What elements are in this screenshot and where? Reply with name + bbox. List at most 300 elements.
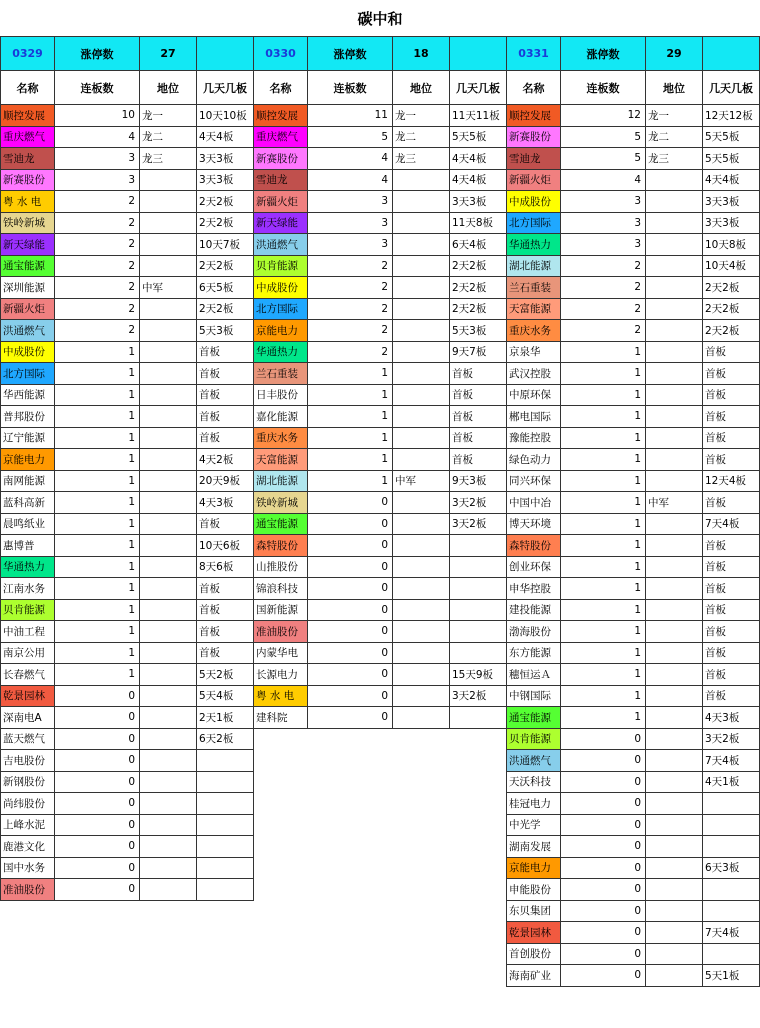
table-row (254, 578, 507, 600)
header-row-date (254, 37, 507, 71)
stock-name-cell: 重庆水务 (507, 320, 561, 342)
table-row (507, 255, 760, 277)
position-cell (140, 707, 197, 729)
stock-name-cell: 中成股份 (1, 341, 55, 363)
stock-name-cell: 新赛股份 (254, 148, 308, 170)
table-row (507, 277, 760, 299)
position-cell (393, 341, 450, 363)
position-cell: 龙一 (393, 105, 450, 127)
stock-name-cell: 绿色动力 (507, 449, 561, 471)
position-cell (393, 212, 450, 234)
table-row (1, 255, 254, 277)
position-cell (393, 169, 450, 191)
position-cell (393, 556, 450, 578)
stock-name-cell: 湖北能源 (507, 255, 561, 277)
lianban-cell: 1 (55, 513, 140, 535)
days-cell: 首板 (450, 427, 507, 449)
days-cell: 5天5板 (703, 126, 760, 148)
position-cell (140, 298, 197, 320)
stock-name-cell: 深圳能源 (1, 277, 55, 299)
days-cell: 首板 (703, 578, 760, 600)
days-cell: 2天2板 (703, 298, 760, 320)
lianban-cell: 0 (55, 750, 140, 772)
days-cell: 12天12板 (703, 105, 760, 127)
days-cell: 首板 (703, 621, 760, 643)
position-cell (646, 857, 703, 879)
position-cell (646, 814, 703, 836)
days-cell (450, 642, 507, 664)
position-cell (140, 621, 197, 643)
days-cell (450, 599, 507, 621)
stock-name-cell: 郴电国际 (507, 406, 561, 428)
position-cell (646, 255, 703, 277)
days-cell: 首板 (197, 341, 254, 363)
table-row (507, 234, 760, 256)
position-cell (646, 793, 703, 815)
col-header-name: 名称 (1, 71, 55, 105)
table-row (254, 492, 507, 514)
position-cell (393, 685, 450, 707)
lianban-cell: 12 (561, 105, 646, 127)
table-row (1, 556, 254, 578)
stock-name-cell: 铁岭新城 (254, 492, 308, 514)
stock-name-cell: 蓝天燃气 (1, 728, 55, 750)
position-cell (140, 449, 197, 471)
table-row (1, 857, 254, 879)
lianban-cell: 11 (308, 105, 393, 127)
col-header-position: 地位 (646, 71, 703, 105)
table-row (254, 363, 507, 385)
position-cell (646, 513, 703, 535)
position-cell (140, 470, 197, 492)
table-row (507, 513, 760, 535)
lianban-cell: 10 (55, 105, 140, 127)
lianban-cell: 1 (561, 664, 646, 686)
table-row (507, 578, 760, 600)
position-cell (646, 556, 703, 578)
stock-name-cell: 中油工程 (1, 621, 55, 643)
table-row (507, 621, 760, 643)
stock-name-cell: 新疆火炬 (1, 298, 55, 320)
stock-name-cell: 京泉华 (507, 341, 561, 363)
position-cell (646, 363, 703, 385)
position-cell (646, 879, 703, 901)
position-cell (646, 599, 703, 621)
stock-name-cell: 准油股份 (1, 879, 55, 901)
lianban-cell: 1 (308, 406, 393, 428)
lianban-cell: 1 (561, 535, 646, 557)
position-cell (140, 578, 197, 600)
lianban-cell: 1 (55, 449, 140, 471)
table-row (254, 406, 507, 428)
lianban-cell: 2 (55, 277, 140, 299)
table-row (1, 642, 254, 664)
position-cell: 龙二 (140, 126, 197, 148)
lianban-cell: 1 (55, 341, 140, 363)
lianban-cell: 3 (561, 212, 646, 234)
lianban-cell: 2 (308, 298, 393, 320)
stock-name-cell: 天富能源 (254, 449, 308, 471)
days-cell: 首板 (197, 384, 254, 406)
days-cell: 10天8板 (703, 234, 760, 256)
lianban-cell: 0 (55, 857, 140, 879)
position-cell (393, 492, 450, 514)
days-cell: 3天2板 (450, 685, 507, 707)
days-cell: 首板 (197, 406, 254, 428)
stock-name-cell: 粤 水 电 (254, 685, 308, 707)
position-cell (393, 384, 450, 406)
stock-name-cell: 京能电力 (254, 320, 308, 342)
table-row (507, 836, 760, 858)
days-cell: 2天2板 (197, 212, 254, 234)
lianban-cell: 2 (55, 255, 140, 277)
lianban-cell: 1 (308, 363, 393, 385)
stock-name-cell: 建科院 (254, 707, 308, 729)
days-cell: 4天3板 (703, 707, 760, 729)
table-row (1, 148, 254, 170)
col-header-position: 地位 (393, 71, 450, 105)
position-cell (140, 771, 197, 793)
table-row (254, 535, 507, 557)
lianban-cell: 1 (561, 685, 646, 707)
lianban-cell: 0 (308, 664, 393, 686)
lianban-cell: 1 (55, 599, 140, 621)
lianban-cell: 0 (308, 513, 393, 535)
position-cell (646, 212, 703, 234)
position-cell: 龙二 (646, 126, 703, 148)
position-cell (646, 621, 703, 643)
stock-name-cell: 渤海股份 (507, 621, 561, 643)
stock-name-cell: 顺控发展 (1, 105, 55, 127)
table-row (1, 470, 254, 492)
lianban-cell: 1 (55, 384, 140, 406)
lianban-cell: 0 (308, 642, 393, 664)
position-cell (646, 320, 703, 342)
days-cell (197, 879, 254, 901)
position-cell: 龙一 (646, 105, 703, 127)
days-cell: 2天2板 (450, 277, 507, 299)
days-cell (703, 943, 760, 965)
days-cell: 3天3板 (197, 148, 254, 170)
stock-name-cell: 中国中冶 (507, 492, 561, 514)
table-row (507, 105, 760, 127)
position-cell (393, 578, 450, 600)
position-cell (646, 535, 703, 557)
position-cell (646, 922, 703, 944)
stock-name-cell: 华通热力 (1, 556, 55, 578)
stock-name-cell: 贝肯能源 (507, 728, 561, 750)
position-cell (393, 599, 450, 621)
days-cell: 4天1板 (703, 771, 760, 793)
stock-name-cell: 顺控发展 (254, 105, 308, 127)
count-value: 18 (393, 37, 450, 71)
position-cell (393, 535, 450, 557)
stock-name-cell: 东贝集团 (507, 900, 561, 922)
stock-name-cell: 吉电股份 (1, 750, 55, 772)
table-row (507, 556, 760, 578)
days-cell (703, 836, 760, 858)
lianban-cell: 0 (55, 685, 140, 707)
position-cell (646, 191, 703, 213)
days-cell (703, 814, 760, 836)
lianban-cell: 0 (308, 707, 393, 729)
col-header-days: 几天几板 (197, 71, 254, 105)
position-cell (393, 707, 450, 729)
col-header-name: 名称 (254, 71, 308, 105)
position-cell (646, 685, 703, 707)
days-cell (197, 771, 254, 793)
stock-name-cell: 兰石重装 (507, 277, 561, 299)
stock-name-cell: 森特股份 (254, 535, 308, 557)
lianban-cell: 2 (55, 212, 140, 234)
header-row-date (507, 37, 760, 71)
position-cell (140, 341, 197, 363)
position-cell (140, 427, 197, 449)
stock-name-cell: 雪迪龙 (254, 169, 308, 191)
position-cell: 龙三 (646, 148, 703, 170)
date-cell: 0331 (507, 37, 561, 71)
position-cell (140, 363, 197, 385)
col-header-days: 几天几板 (450, 71, 507, 105)
stock-name-cell: 湖北能源 (254, 470, 308, 492)
lianban-cell: 4 (308, 169, 393, 191)
days-cell: 5天3板 (450, 320, 507, 342)
table-row (507, 857, 760, 879)
lianban-cell: 1 (561, 427, 646, 449)
table-row (507, 599, 760, 621)
table-row (507, 320, 760, 342)
days-cell: 首板 (197, 363, 254, 385)
days-cell: 6天2板 (197, 728, 254, 750)
days-cell: 首板 (450, 449, 507, 471)
col-header-lianban: 连板数 (55, 71, 140, 105)
lianban-cell: 0 (55, 879, 140, 901)
table-row (254, 126, 507, 148)
position-cell (140, 513, 197, 535)
table-row (507, 707, 760, 729)
position-cell (393, 621, 450, 643)
days-cell: 首板 (197, 599, 254, 621)
position-cell (646, 341, 703, 363)
position-cell: 龙一 (140, 105, 197, 127)
days-cell: 10天6板 (197, 535, 254, 557)
lianban-cell: 3 (561, 234, 646, 256)
table-row (1, 771, 254, 793)
table-row (1, 341, 254, 363)
stock-name-cell: 贝肯能源 (254, 255, 308, 277)
days-cell (703, 793, 760, 815)
days-cell: 20天9板 (197, 470, 254, 492)
stock-name-cell: 首创股份 (507, 943, 561, 965)
lianban-cell: 1 (55, 470, 140, 492)
stock-name-cell: 铁岭新城 (1, 212, 55, 234)
count-label: 涨停数 (55, 37, 140, 71)
stock-name-cell: 中原环保 (507, 384, 561, 406)
stock-name-cell: 兰石重装 (254, 363, 308, 385)
days-cell: 4天4板 (703, 169, 760, 191)
count-label: 涨停数 (561, 37, 646, 71)
days-cell: 首板 (197, 513, 254, 535)
lianban-cell: 1 (55, 492, 140, 514)
position-cell (140, 685, 197, 707)
lianban-cell: 2 (55, 191, 140, 213)
position-cell (646, 169, 703, 191)
days-cell: 首板 (703, 685, 760, 707)
lianban-cell: 1 (308, 384, 393, 406)
lianban-cell: 1 (561, 513, 646, 535)
table-row (254, 470, 507, 492)
position-cell (393, 234, 450, 256)
lianban-cell: 0 (561, 771, 646, 793)
stock-name-cell: 穗恒运Ａ (507, 664, 561, 686)
days-cell: 9天3板 (450, 470, 507, 492)
stock-name-cell: 重庆燃气 (1, 126, 55, 148)
stock-name-cell: 东方能源 (507, 642, 561, 664)
table-row (1, 212, 254, 234)
lianban-cell: 1 (561, 363, 646, 385)
table-row (254, 449, 507, 471)
days-cell: 5天2板 (197, 664, 254, 686)
lianban-cell: 4 (308, 148, 393, 170)
days-cell: 首板 (703, 492, 760, 514)
position-cell (140, 255, 197, 277)
lianban-cell: 0 (55, 793, 140, 815)
stock-name-cell: 京能电力 (1, 449, 55, 471)
table-row (254, 298, 507, 320)
stock-name-cell: 洪通燃气 (254, 234, 308, 256)
days-cell: 7天4板 (703, 750, 760, 772)
position-cell (646, 470, 703, 492)
table-row (1, 793, 254, 815)
table-row (507, 470, 760, 492)
days-cell: 4天2板 (197, 449, 254, 471)
days-cell: 7天4板 (703, 922, 760, 944)
table-row (1, 728, 254, 750)
position-cell (140, 664, 197, 686)
stock-name-cell: 国新能源 (254, 599, 308, 621)
position-cell (646, 642, 703, 664)
stock-name-cell: 申能股份 (507, 879, 561, 901)
days-cell: 2天2板 (197, 191, 254, 213)
table-row (254, 277, 507, 299)
lianban-cell: 1 (55, 642, 140, 664)
table-row (254, 234, 507, 256)
lianban-cell: 1 (561, 707, 646, 729)
count-value: 29 (646, 37, 703, 71)
days-cell: 2天1板 (197, 707, 254, 729)
days-cell: 10天7板 (197, 234, 254, 256)
position-cell (140, 599, 197, 621)
table-row (1, 384, 254, 406)
lianban-cell: 3 (55, 169, 140, 191)
position-cell (393, 255, 450, 277)
table-row (254, 105, 507, 127)
lianban-cell: 1 (561, 449, 646, 471)
lianban-cell: 1 (561, 470, 646, 492)
lianban-cell: 3 (308, 191, 393, 213)
days-cell (703, 879, 760, 901)
lianban-cell: 0 (55, 728, 140, 750)
stock-name-cell: 晨鸣纸业 (1, 513, 55, 535)
table-row (1, 169, 254, 191)
stock-name-cell: 豫能控股 (507, 427, 561, 449)
table-row (507, 879, 760, 901)
table-row (254, 341, 507, 363)
table-row (507, 341, 760, 363)
days-cell: 首板 (703, 341, 760, 363)
stock-name-cell: 雪迪龙 (1, 148, 55, 170)
lianban-cell: 1 (561, 341, 646, 363)
table-row (507, 922, 760, 944)
lianban-cell: 1 (55, 427, 140, 449)
days-cell: 首板 (703, 449, 760, 471)
lianban-cell: 0 (561, 943, 646, 965)
position-cell (140, 191, 197, 213)
lianban-cell: 2 (308, 320, 393, 342)
days-cell: 6天4板 (450, 234, 507, 256)
position-cell (646, 836, 703, 858)
days-cell: 3天3板 (703, 212, 760, 234)
days-cell: 11天8板 (450, 212, 507, 234)
stock-name-cell: 华西能源 (1, 384, 55, 406)
lianban-cell: 0 (561, 750, 646, 772)
lianban-cell: 2 (55, 320, 140, 342)
position-cell (140, 728, 197, 750)
stock-name-cell: 天沃科技 (507, 771, 561, 793)
lianban-cell: 0 (55, 836, 140, 858)
table-row (1, 879, 254, 901)
table-row (1, 492, 254, 514)
days-cell: 2天2板 (703, 320, 760, 342)
lianban-cell: 0 (308, 685, 393, 707)
table-row (507, 363, 760, 385)
lianban-cell: 5 (561, 126, 646, 148)
position-cell (140, 212, 197, 234)
stock-name-cell: 桂冠电力 (507, 793, 561, 815)
stock-name-cell: 重庆燃气 (254, 126, 308, 148)
page-title: 碳中和 (357, 10, 403, 28)
lianban-cell: 0 (561, 965, 646, 987)
position-cell (140, 384, 197, 406)
lianban-cell: 0 (55, 814, 140, 836)
days-cell (450, 578, 507, 600)
table-row (507, 965, 760, 987)
stock-name-cell: 申华控股 (507, 578, 561, 600)
position-cell (646, 707, 703, 729)
position-cell (646, 298, 703, 320)
stock-name-cell: 武汉控股 (507, 363, 561, 385)
lianban-cell: 1 (55, 578, 140, 600)
lianban-cell: 1 (561, 621, 646, 643)
stock-name-cell: 海南矿业 (507, 965, 561, 987)
stock-name-cell: 天富能源 (507, 298, 561, 320)
position-cell (646, 449, 703, 471)
stock-name-cell: 建投能源 (507, 599, 561, 621)
days-cell: 3天3板 (197, 169, 254, 191)
table-row (1, 320, 254, 342)
table-row (1, 191, 254, 213)
lianban-cell: 1 (55, 406, 140, 428)
stock-name-cell: 山推股份 (254, 556, 308, 578)
lianban-cell: 0 (308, 599, 393, 621)
table-row (507, 664, 760, 686)
position-cell (646, 578, 703, 600)
lianban-cell: 3 (308, 234, 393, 256)
days-cell: 2天2板 (450, 298, 507, 320)
position-cell: 龙三 (393, 148, 450, 170)
lianban-cell: 1 (55, 664, 140, 686)
lianban-cell: 5 (561, 148, 646, 170)
